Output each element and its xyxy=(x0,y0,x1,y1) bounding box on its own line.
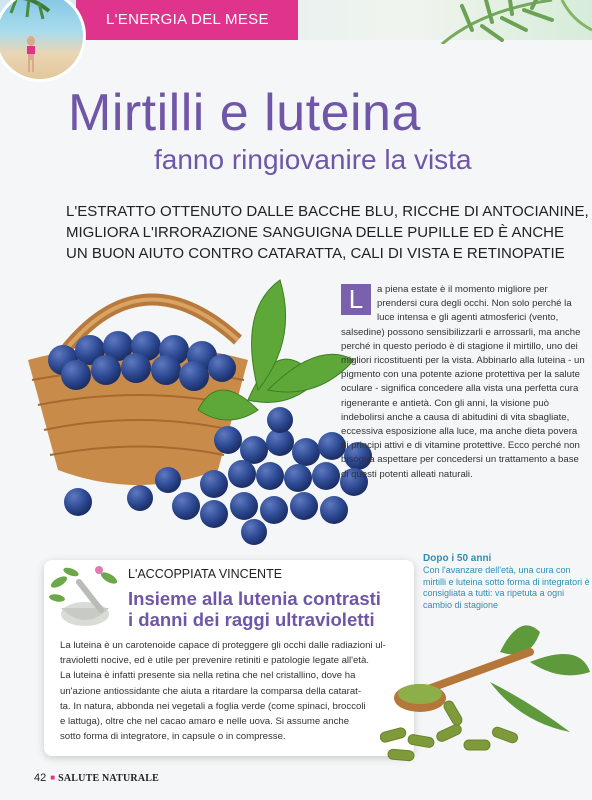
lead-line: MIGLIORA L'IRRORAZIONE SANGUIGNA DELLE PUPILLE ED È ANCHE xyxy=(66,224,565,241)
box-text-line: La luteina è infatti presente sia nella retina che nel cristallino, dove ha xyxy=(60,670,356,682)
beach-photo xyxy=(0,0,86,82)
subheadline: fanno ringiovanire la vista xyxy=(154,144,472,175)
lead-paragraph xyxy=(66,201,589,264)
box-text-line: ta. In natura, abbonda nei vegetali a foglia verde (come spinaci, broccoli xyxy=(60,700,366,712)
magazine-name: SALUTE NATURALE xyxy=(58,773,159,784)
herbs-mortar-image xyxy=(49,562,121,630)
box-title xyxy=(128,588,418,630)
square-bullet-icon: ■ xyxy=(50,773,56,782)
palm-leaves-image xyxy=(402,0,592,44)
section-tag: L'ENERGIA DEL MESE xyxy=(76,0,298,40)
caption-text: Con l'avanzare dell'età, una cura con mirtilli e luteina sotto forma di integratori è consigliata a tutti: va ripetuta a ogni cambio di stagione xyxy=(423,565,590,610)
box-kicker: L'ACCOPPIATA VINCENTE xyxy=(128,567,283,581)
drop-cap: L xyxy=(341,284,371,315)
lead-line: UN BUON AIUTO CONTRO CATARATTA, CALI DI VISTA E RETINOPATIE xyxy=(66,245,565,262)
headline: Mirtilli e luteina xyxy=(68,84,421,142)
box-title-line: i danni dei raggi ultravioletti xyxy=(128,609,375,630)
photo-caption xyxy=(423,553,591,611)
blueberry-basket-image xyxy=(18,270,396,552)
supplements-image xyxy=(380,612,592,762)
article-text: a piena estate è il momento migliore per prendersi cura degli occhi. Non solo perché la luce intensa e gli agenti atmosferici (vento, salsedine) possono sensibilizzarli e arrossarli, ma anche perché in questo periodo è di stagione il mirtillo, uno dei migliori ricostituenti per la vista. Abbinarlo alla luteina - un pigmento con una potente azione protettiva per la salute oculare - significa concedere alla vista una perfetta cura rigenerante e antietà. Con gli anni, la visione può indebolirsi anche a causa di abitudini di vita sbagliate, eccessiva esposizione alla luce, ma anche dieta povera di principi attivi e di vitamine protettive. Ecco perché non bisogna aspettare per concedersi un trattamento a base di questi potenti alleati naturali. xyxy=(341,284,585,480)
box-text xyxy=(60,638,416,744)
box-text-line: travioletti nocive, ed è utile per prevenire retiniti e patologie legate all'età. xyxy=(60,655,370,667)
box-text-line: sotto forma di integratore, in capsule o in compresse. xyxy=(60,731,286,743)
page-footer xyxy=(34,772,159,784)
box-text-line: un'azione antiossidante che aiuta a ritardare la comparsa della catarat- xyxy=(60,685,362,697)
page-number: 42 xyxy=(34,772,47,784)
box-text-line: e lattuga), oltre che nel cacao amaro e nelle uova. Si assume anche xyxy=(60,716,350,728)
caption-title: Dopo i 50 anni xyxy=(423,553,492,564)
box-title-line: Insieme alla lutenia contrasti xyxy=(128,588,381,609)
lead-line: L'ESTRATTO OTTENUTO DALLE BACCHE BLU, RICCHE DI ANTOCIANINE, xyxy=(66,203,589,220)
box-text-line: La luteina è un carotenoide capace di proteggere gli occhi dalle radiazioni ul- xyxy=(60,640,386,651)
article-body xyxy=(341,283,587,482)
